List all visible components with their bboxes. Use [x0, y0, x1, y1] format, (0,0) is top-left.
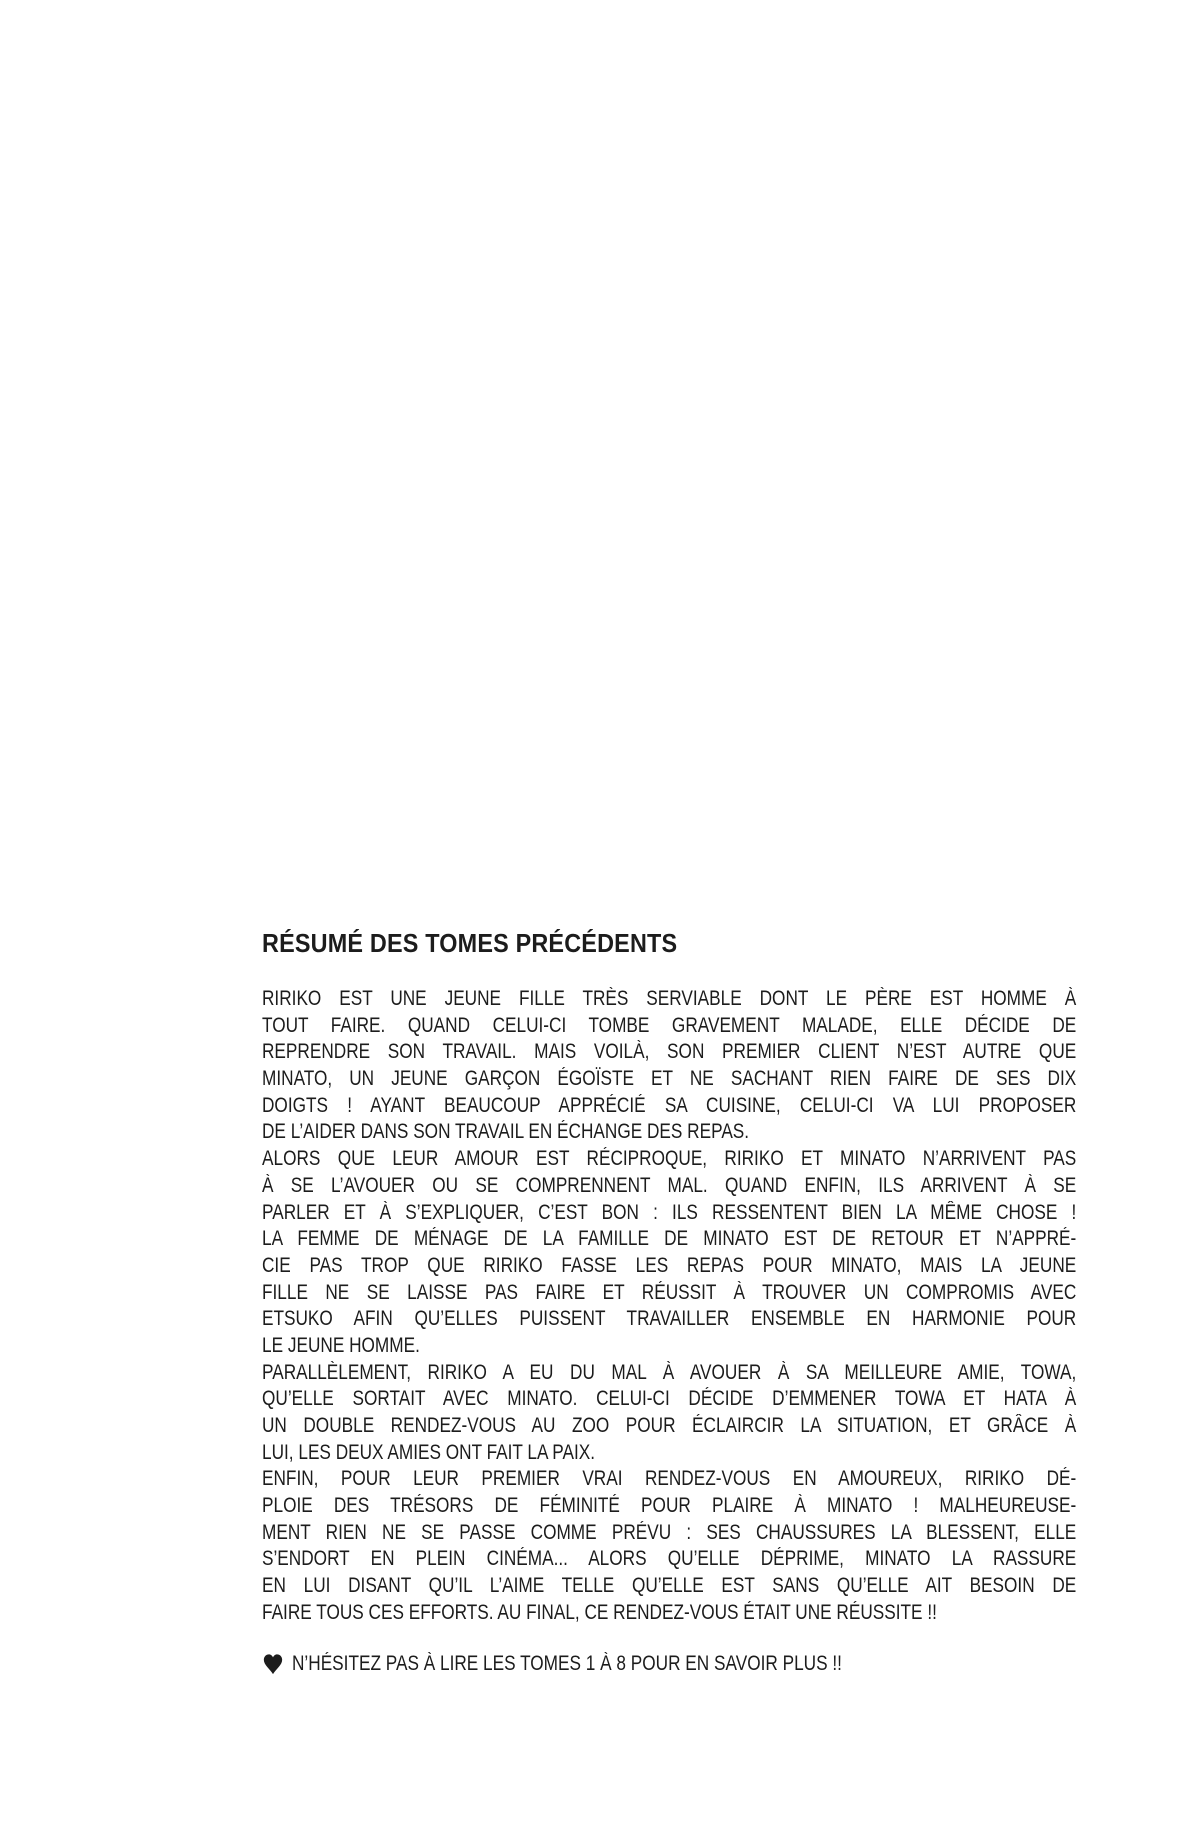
text-line: DOIGTS ! AYANT BEAUCOUP APPRÉCIÉ SA CUISINE, CELUI-CI VA LUI PROPOSER: [262, 1093, 1077, 1117]
text-line: FAIRE TOUS CES EFFORTS. AU FINAL, CE RENDEZ-VOUS ÉTAIT UNE RÉUSSITE !!: [262, 1600, 937, 1624]
text-line: MENT RIEN NE SE PASSE COMME PRÉVU : SES CHAUSSURES LA BLESSENT, ELLE: [262, 1520, 1077, 1544]
text-line: CIE PAS TROP QUE RIRIKO FASSE LES REPAS POUR MINATO, MAIS LA JEUNE: [262, 1253, 1077, 1277]
text-line: S’ENDORT EN PLEIN CINÉMA... ALORS QU’ELLE DÉPRIME, MINATO LA RASSURE: [262, 1547, 1077, 1571]
text-line: EN LUI DISANT QU’IL L’AIME TELLE QU’ELLE EST SANS QU’ELLE AIT BESOIN DE: [262, 1574, 1077, 1598]
page-title: RÉSUMÉ DES TOMES PRÉCÉDENTS: [262, 928, 678, 958]
footer-note: [262, 1650, 963, 1677]
text-line: ALORS QUE LEUR AMOUR EST RÉCIPROQUE, RIRIKO ET MINATO N’ARRIVENT PAS: [262, 1147, 1077, 1171]
footer-text: N’HÉSITEZ PAS À LIRE LES TOMES 1 À 8 POUR EN SAVOIR PLUS !!: [292, 1652, 842, 1675]
text-line: FILLE NE SE LAISSE PAS FAIRE ET RÉUSSIT À TROUVER UN COMPROMIS AVEC: [262, 1280, 1077, 1304]
text-line: À SE L’AVOUER OU SE COMPRENNENT MAL. QUAND ENFIN, ILS ARRIVENT À SE: [262, 1173, 1077, 1197]
text-line: PLOIE DES TRÉSORS DE FÉMINITÉ POUR PLAIRE À MINATO ! MALHEUREUSE-: [262, 1494, 1077, 1518]
text-line: QU’ELLE SORTAIT AVEC MINATO. CELUI-CI DÉCIDE D’EMMENER TOWA ET HATA À: [262, 1387, 1077, 1411]
text-line: MINATO, UN JEUNE GARÇON ÉGOÏSTE ET NE SACHANT RIEN FAIRE DE SES DIX: [262, 1067, 1077, 1091]
text-line: REPRENDRE SON TRAVAIL. MAIS VOILÀ, SON PREMIER CLIENT N’EST AUTRE QUE: [262, 1040, 1077, 1064]
text-line: LA FEMME DE MÉNAGE DE LA FAMILLE DE MINATO EST DE RETOUR ET N’APPRÉ-: [262, 1227, 1077, 1251]
summary-body: [262, 986, 1200, 1627]
text-line: TOUT FAIRE. QUAND CELUI-CI TOMBE GRAVEMENT MALADE, ELLE DÉCIDE DE: [262, 1013, 1077, 1037]
text-line: RIRIKO EST UNE JEUNE FILLE TRÈS SERVIABLE DONT LE PÈRE EST HOMME À: [262, 987, 1077, 1010]
text-line: UN DOUBLE RENDEZ-VOUS AU ZOO POUR ÉCLAIRCIR LA SITUATION, ET GRÂCE À: [262, 1414, 1077, 1437]
text-line: LE JEUNE HOMME.: [262, 1333, 420, 1357]
heart-icon: [262, 1653, 284, 1675]
text-line: ETSUKO AFIN QU’ELLES PUISSENT TRAVAILLER ENSEMBLE EN HARMONIE POUR: [262, 1307, 1077, 1331]
text-line: DE L’AIDER DANS SON TRAVAIL EN ÉCHANGE DES REPAS.: [262, 1120, 750, 1144]
text-line: ENFIN, POUR LEUR PREMIER VRAI RENDEZ-VOUS EN AMOUREUX, RIRIKO DÉ-: [262, 1467, 1077, 1491]
text-line: LUI, LES DEUX AMIES ONT FAIT LA PAIX.: [262, 1440, 596, 1464]
text-line: PARLER ET À S’EXPLIQUER, C’EST BON : ILS RESSENTENT BIEN LA MÊME CHOSE !: [262, 1200, 1077, 1224]
text-line: PARALLÈLEMENT, RIRIKO A EU DU MAL À AVOUER À SA MEILLEURE AMIE, TOWA,: [262, 1360, 1077, 1384]
